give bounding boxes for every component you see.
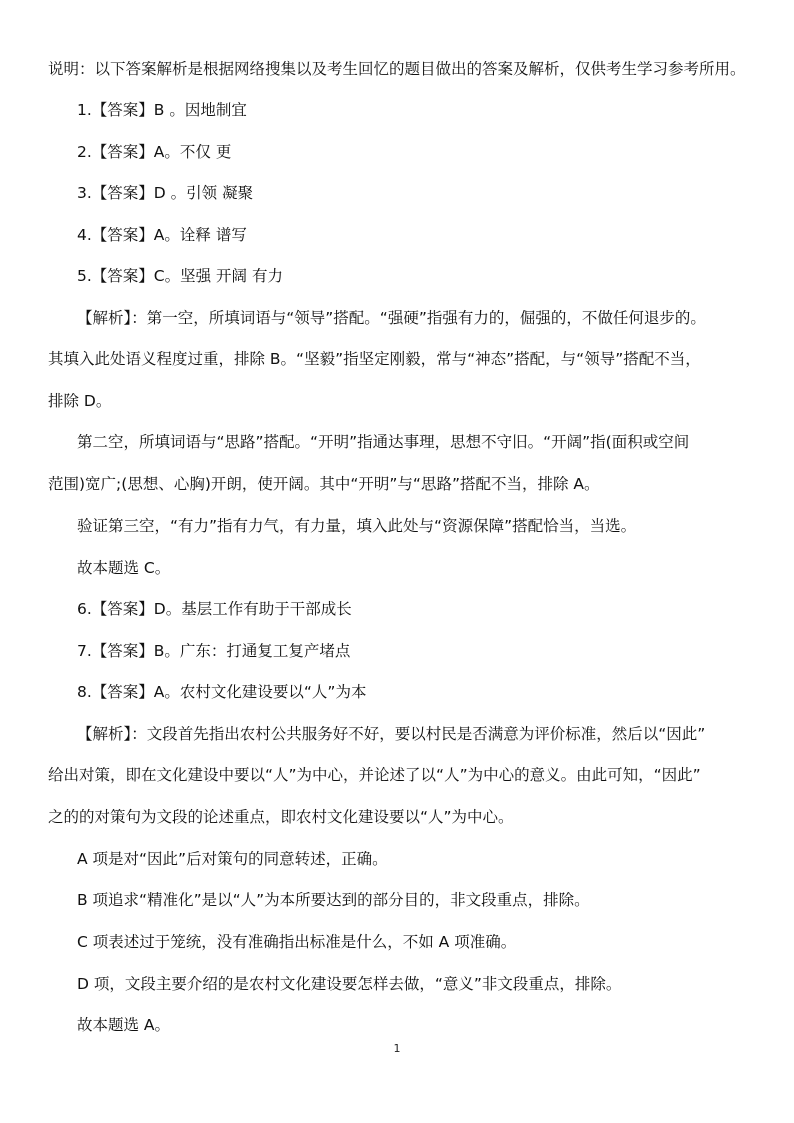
q8-conclusion: 故本题选 A。 [77, 1016, 171, 1034]
q5-analysis-para3: 验证第三空，“有力”指有力气，有力量，填入此处与“资源保障”搭配恰当，当选。 [77, 517, 637, 535]
q8-option-d: D 项，文段主要介绍的是农村文化建设要怎样去做，“意义”非文段重点，排除。 [77, 975, 622, 993]
answer-5: 5.【答案】C。坚强 开阔 有力 [77, 267, 283, 285]
q5-analysis-para1-line3: 排除 D。 [48, 392, 112, 410]
q8-option-b: B 项追求“精准化”是以“人”为本所要达到的部分目的，非文段重点，排除。 [77, 891, 590, 909]
q5-analysis-para1-line2: 其填入此处语义程度过重，排除 B。“坚毅”指坚定刚毅，常与“神态”搭配，与“领导”搭配不当， [48, 350, 701, 368]
q8-analysis-para1-line1: 【解析】：文段首先指出农村公共服务好不好，要以村民是否满意为评价标准，然后以“因此” [77, 725, 706, 743]
q5-analysis-para2-line2: 范围)宽广;(思想、心胸)开朗，使开阔。其中“开明”与“思路”搭配不当，排除 A。 [48, 475, 600, 493]
q5-analysis-para1-line1: 【解析】：第一空，所填词语与“领导”搭配。“强硬”指强有力的，倔强的，不做任何退步的。 [77, 309, 706, 327]
answer-1: 1.【答案】B 。因地制宜 [77, 101, 247, 119]
q8-option-a: A 项是对“因此”后对策句的同意转述，正确。 [77, 850, 388, 868]
q5-conclusion: 故本题选 C。 [77, 559, 171, 577]
answer-8: 8.【答案】A。农村文化建设要以“人”为本 [77, 683, 367, 701]
answer-3: 3.【答案】D 。引领 凝聚 [77, 184, 254, 202]
page-number: 1 [393, 1042, 401, 1055]
q8-analysis-para1-line3: 之的的对策句为文段的论述重点，即农村文化建设要以“人”为中心。 [48, 808, 514, 826]
q8-analysis-para1-line2: 给出对策，即在文化建设中要以“人”为中心，并论述了以“人”为中心的意义。由此可知，“因此” [48, 766, 701, 784]
answer-4: 4.【答案】A。诠释 谱写 [77, 226, 247, 244]
answer-6: 6.【答案】D。基层工作有助于干部成长 [77, 600, 352, 618]
q8-option-c: C 项表述过于笼统，没有准确指出标准是什么，不如 A 项准确。 [77, 933, 517, 951]
intro-note: 说明：以下答案解析是根据网络搜集以及考生回忆的题目做出的答案及解析，仅供考生学习参考所用。 [48, 60, 746, 78]
answer-7: 7.【答案】B。广东：打通复工复产堵点 [77, 642, 351, 660]
answer-2: 2.【答案】A。不仅 更 [77, 143, 232, 161]
q5-analysis-para2-line1: 第二空，所填词语与“思路”搭配。“开明”指通达事理，思想不守旧。“开阔”指(面积或空间 [77, 433, 690, 451]
